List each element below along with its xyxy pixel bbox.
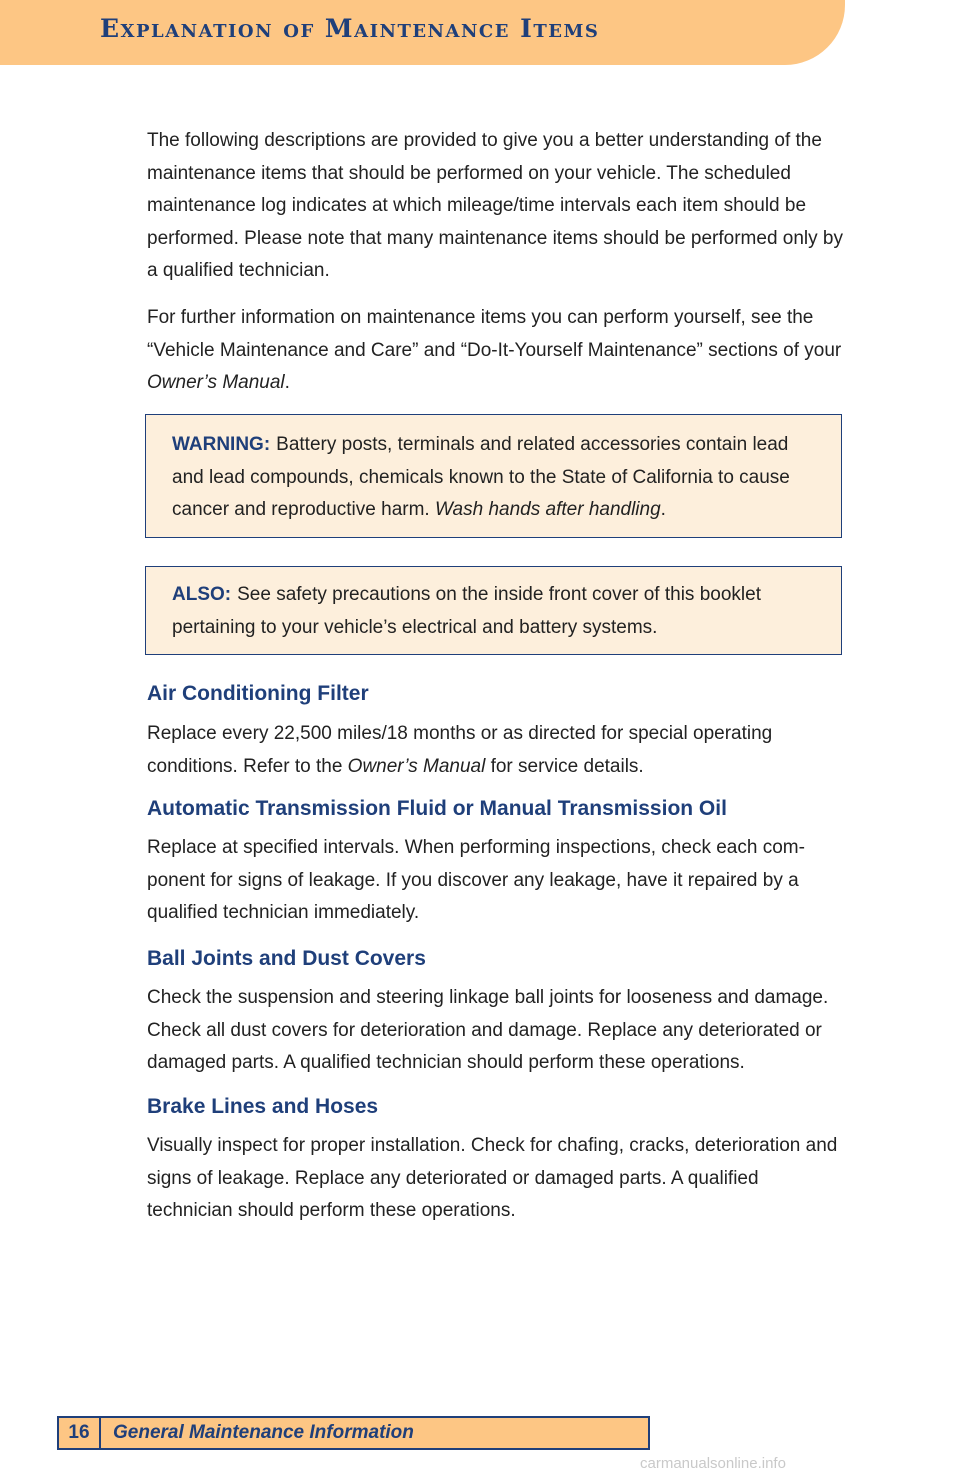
footer-section-label: General Maintenance Information — [113, 1422, 414, 1443]
section-body-end: for service details. — [485, 755, 644, 777]
intro-paragraph-2-text: For further information on maintenance items you can perform yourself, see the “Vehicle Maintenance and Care” and “Do-It-Yourself Maintenance” sections of your — [147, 307, 842, 361]
section-heading: Air Conditioning Filter — [147, 682, 369, 705]
section-heading: Ball Joints and Dust Covers — [147, 947, 426, 970]
page-title: Explanation of Maintenance Items — [100, 14, 600, 43]
also-label: ALSO: — [172, 584, 232, 605]
warning-box — [145, 414, 842, 538]
intro-paragraph-2 — [147, 302, 847, 400]
page-number: 16 — [59, 1418, 101, 1448]
section-heading: Automatic Transmission Fluid or Manual Transmission Oil — [147, 797, 727, 820]
owners-manual-reference: Owner’s Manual — [347, 755, 486, 777]
warning-text: Battery posts, terminals and related accessories contain lead and lead compounds, chemicals known to the State of California to cause cancer and reproductive harm. — [172, 434, 790, 520]
warning-emphasis: Wash hands after handling — [434, 499, 661, 520]
watermark: carmanualsonline.info — [640, 1455, 786, 1472]
section-body — [147, 718, 847, 783]
section-body: Check the suspension and steering linkage ball joints for looseness and damage. Check all dust covers for deterioration and damage. Replace any deteriorated or damaged parts. A qualified technician should perform these operations. — [147, 987, 829, 1073]
also-text: See safety precautions on the inside front cover of this booklet pertaining to your vehicle’s electrical and battery systems. — [172, 584, 761, 638]
intro-paragraph-1: The following descriptions are provided to give you a better understanding of the maintenance items that should be performed on your vehicle. The scheduled maintenance log indicates at which mileage/time intervals each item should be performed. Please note that many maintenance items should be performed only by a qualified technician. — [147, 130, 843, 281]
warning-end: . — [660, 499, 666, 520]
intro-paragraph-2-end: . — [284, 372, 290, 393]
section-body-text: Replace every 22,500 miles/18 months or as directed for special operating conditions. Refer to the — [147, 723, 773, 777]
warning-label: WARNING: — [172, 434, 271, 455]
footer-tab — [57, 1416, 650, 1450]
owners-manual-reference: Owner’s Manual — [147, 372, 285, 393]
header-band — [0, 0, 845, 65]
also-box — [145, 566, 842, 655]
section-body: Visually inspect for proper installation. Check for chafing, cracks, deterioration and signs of leakage. Replace any deteriorated or damaged parts. A qualified technician should perform these operations. — [147, 1135, 838, 1221]
section-heading: Brake Lines and Hoses — [147, 1095, 379, 1118]
section-body: Replace at specified intervals. When performing inspections, check each com-ponent for signs of leakage. If you discover any leakage, have it repaired by a qualified technician immediately. — [147, 837, 805, 923]
